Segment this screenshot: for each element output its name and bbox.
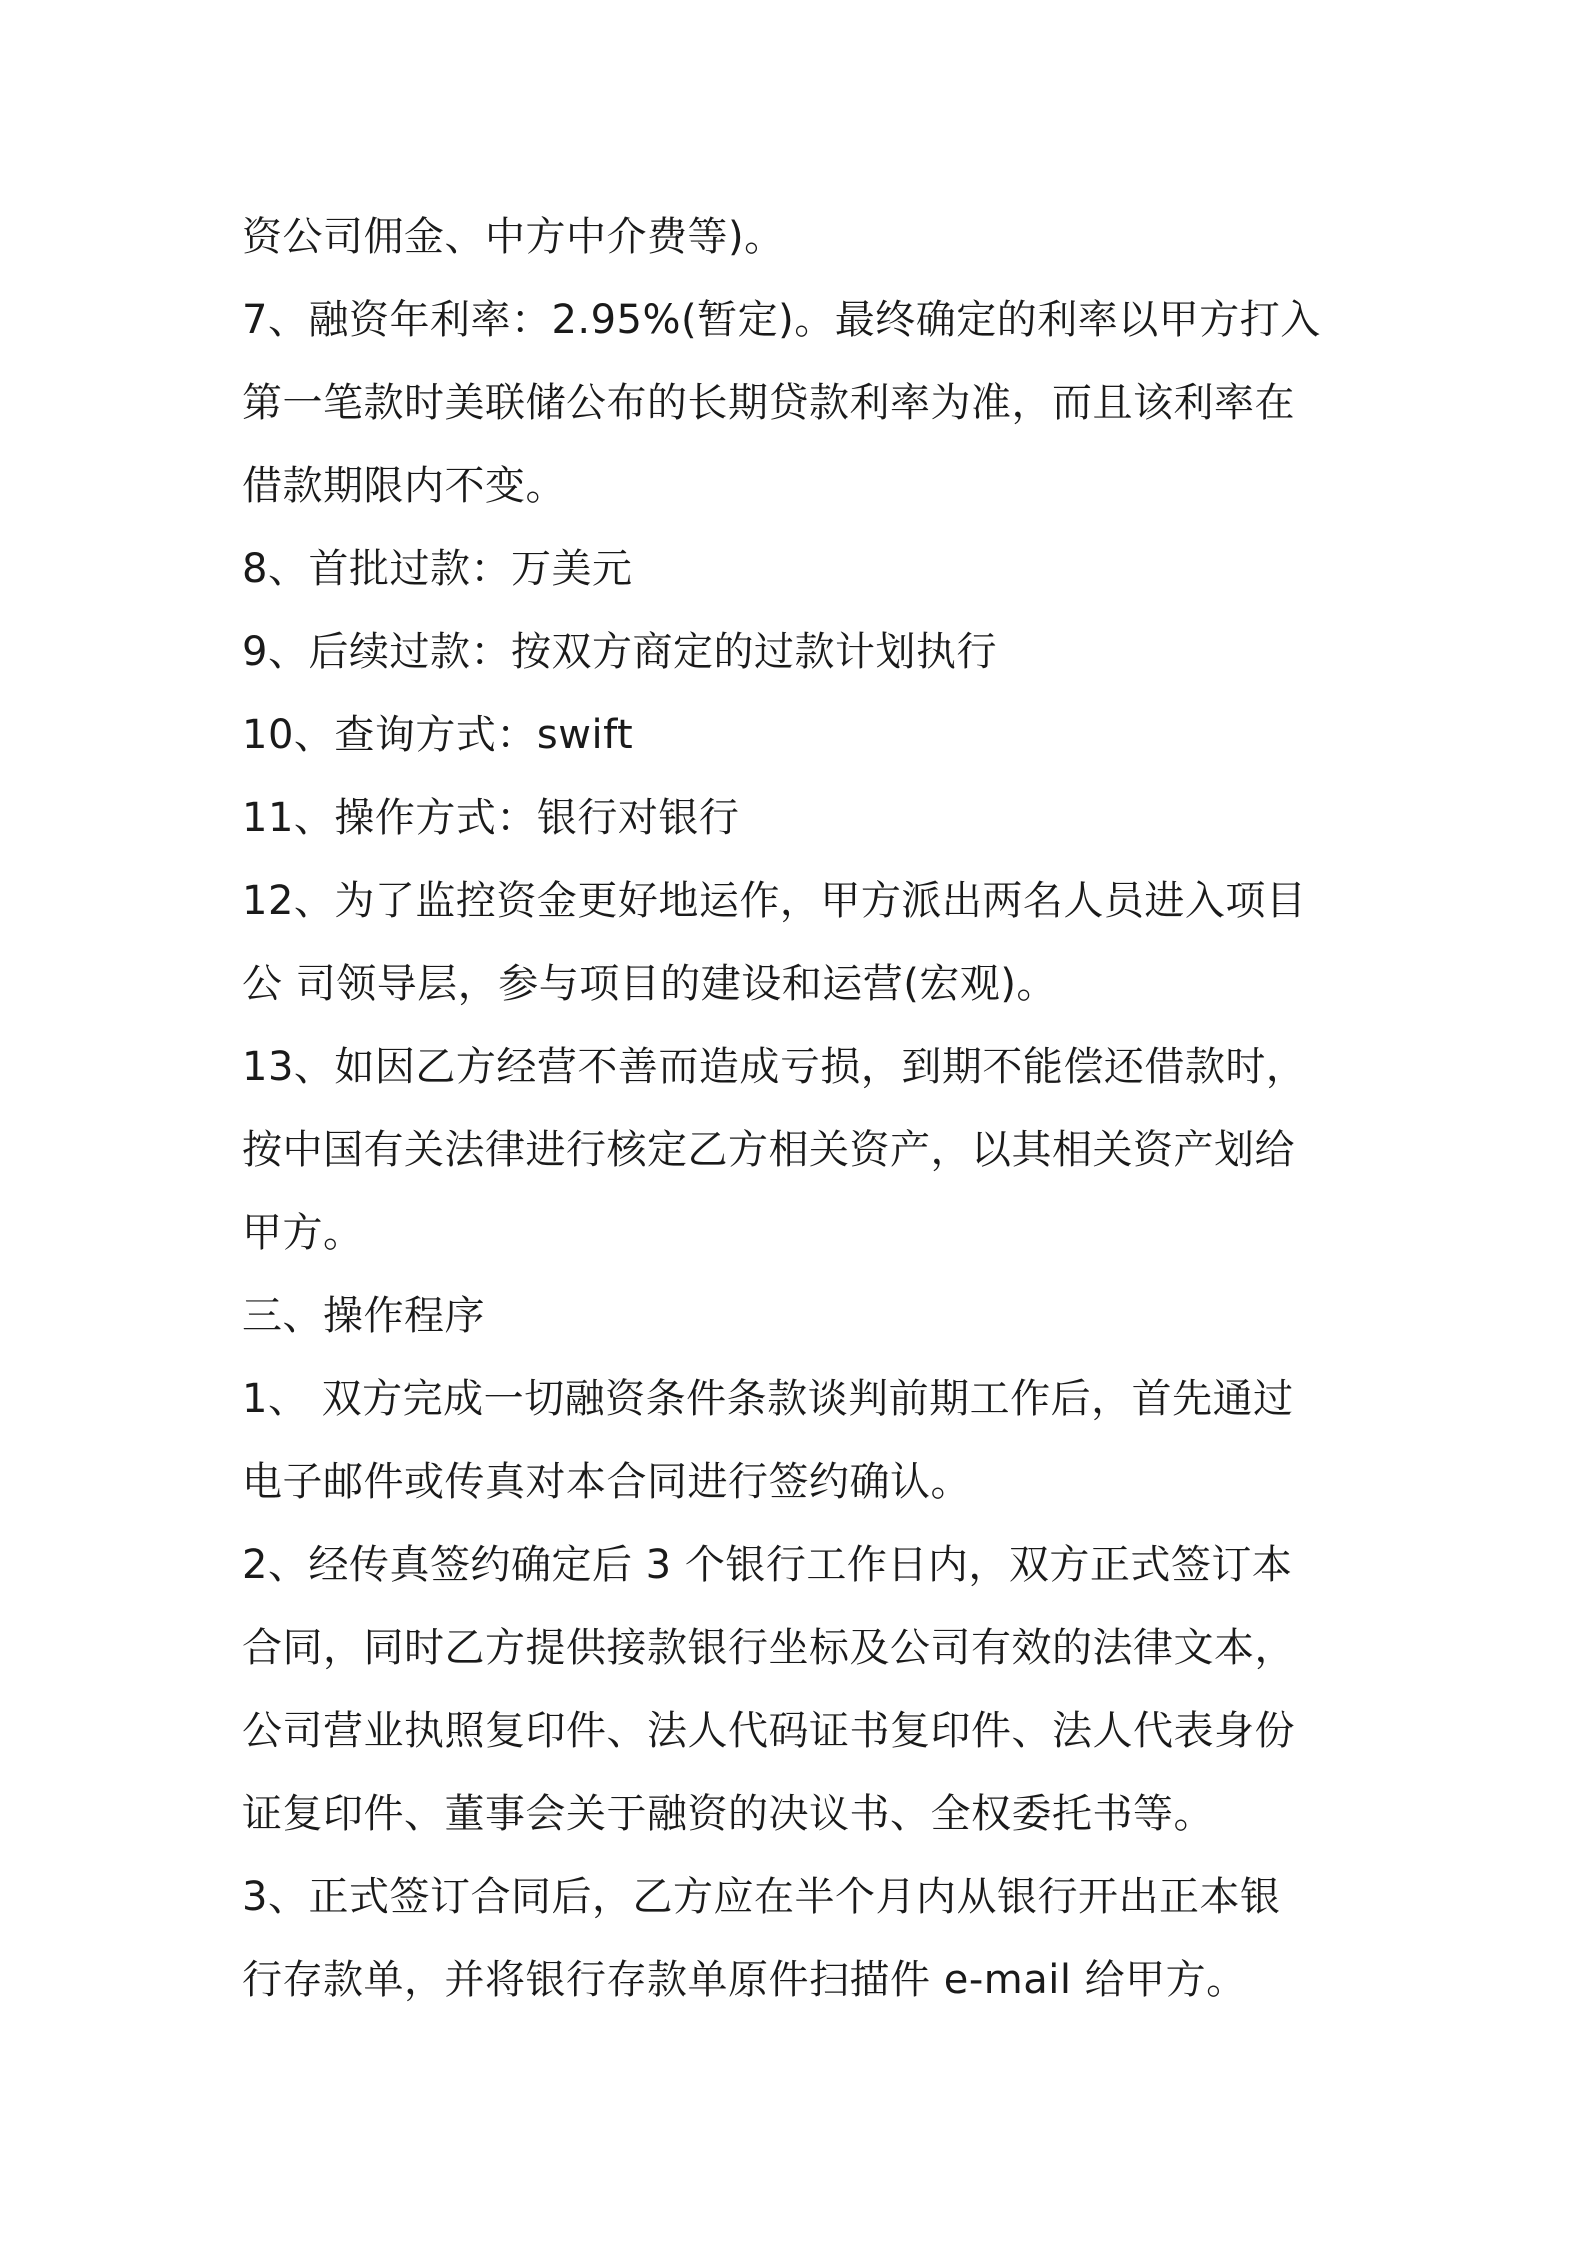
clause-7-line-3: 借款期限内不变。 — [242, 463, 566, 509]
document-body — [242, 196, 1362, 2022]
section-heading: 三、操作程序 — [242, 1293, 485, 1339]
step-2-line-1: 2、经传真签约确定后 3 个银行工作日内，双方正式签订本 — [242, 1542, 1293, 1588]
step-3-line-2: 行存款单，并将银行存款单原件扫描件 e-mail 给甲方。 — [242, 1957, 1247, 2003]
step-3-line-1: 3、正式签订合同后，乙方应在半个月内从银行开出正本银 — [242, 1874, 1281, 1920]
clause-9: 9、后续过款：按双方商定的过款计划执行 — [242, 629, 997, 675]
clause-12-line-2: 公 司领导层，参与项目的建设和运营(宏观)。 — [242, 961, 1057, 1007]
clause-8: 8、首批过款：万美元 — [242, 546, 633, 592]
clause-7-line-2: 第一笔款时美联储公布的长期贷款利率为准，而且该利率在 — [242, 380, 1295, 426]
clause-13-line-2: 按中国有关法律进行核定乙方相关资产，以其相关资产划给 — [242, 1127, 1295, 1173]
clause-12-line-1: 12、为了监控资金更好地运作，甲方派出两名人员进入项目 — [242, 878, 1307, 924]
text-line: 资公司佣金、中方中介费等)。 — [242, 214, 785, 260]
clause-11: 11、操作方式：银行对银行 — [242, 795, 740, 841]
clause-7-line-1: 7、融资年利率：2.95%(暂定)。最终确定的利率以甲方打入 — [242, 297, 1321, 343]
clause-13-line-3: 甲方。 — [242, 1210, 364, 1256]
step-1-line-2: 电子邮件或传真对本合同进行签约确认。 — [242, 1459, 971, 1505]
step-2-line-2: 合同，同时乙方提供接款银行坐标及公司有效的法律文本， — [242, 1625, 1295, 1671]
clause-10: 10、查询方式：swift — [242, 712, 634, 758]
step-2-line-4: 证复印件、董事会关于融资的决议书、全权委托书等。 — [242, 1791, 1214, 1837]
step-2-line-3: 公司营业执照复印件、法人代码证书复印件、法人代表身份 — [242, 1708, 1295, 1754]
step-1-line-1: 1、 双方完成一切融资条件条款谈判前期工作后，首先通过 — [242, 1376, 1294, 1422]
clause-13-line-1: 13、如因乙方经营不善而造成亏损，到期不能偿还借款时， — [242, 1044, 1307, 1090]
